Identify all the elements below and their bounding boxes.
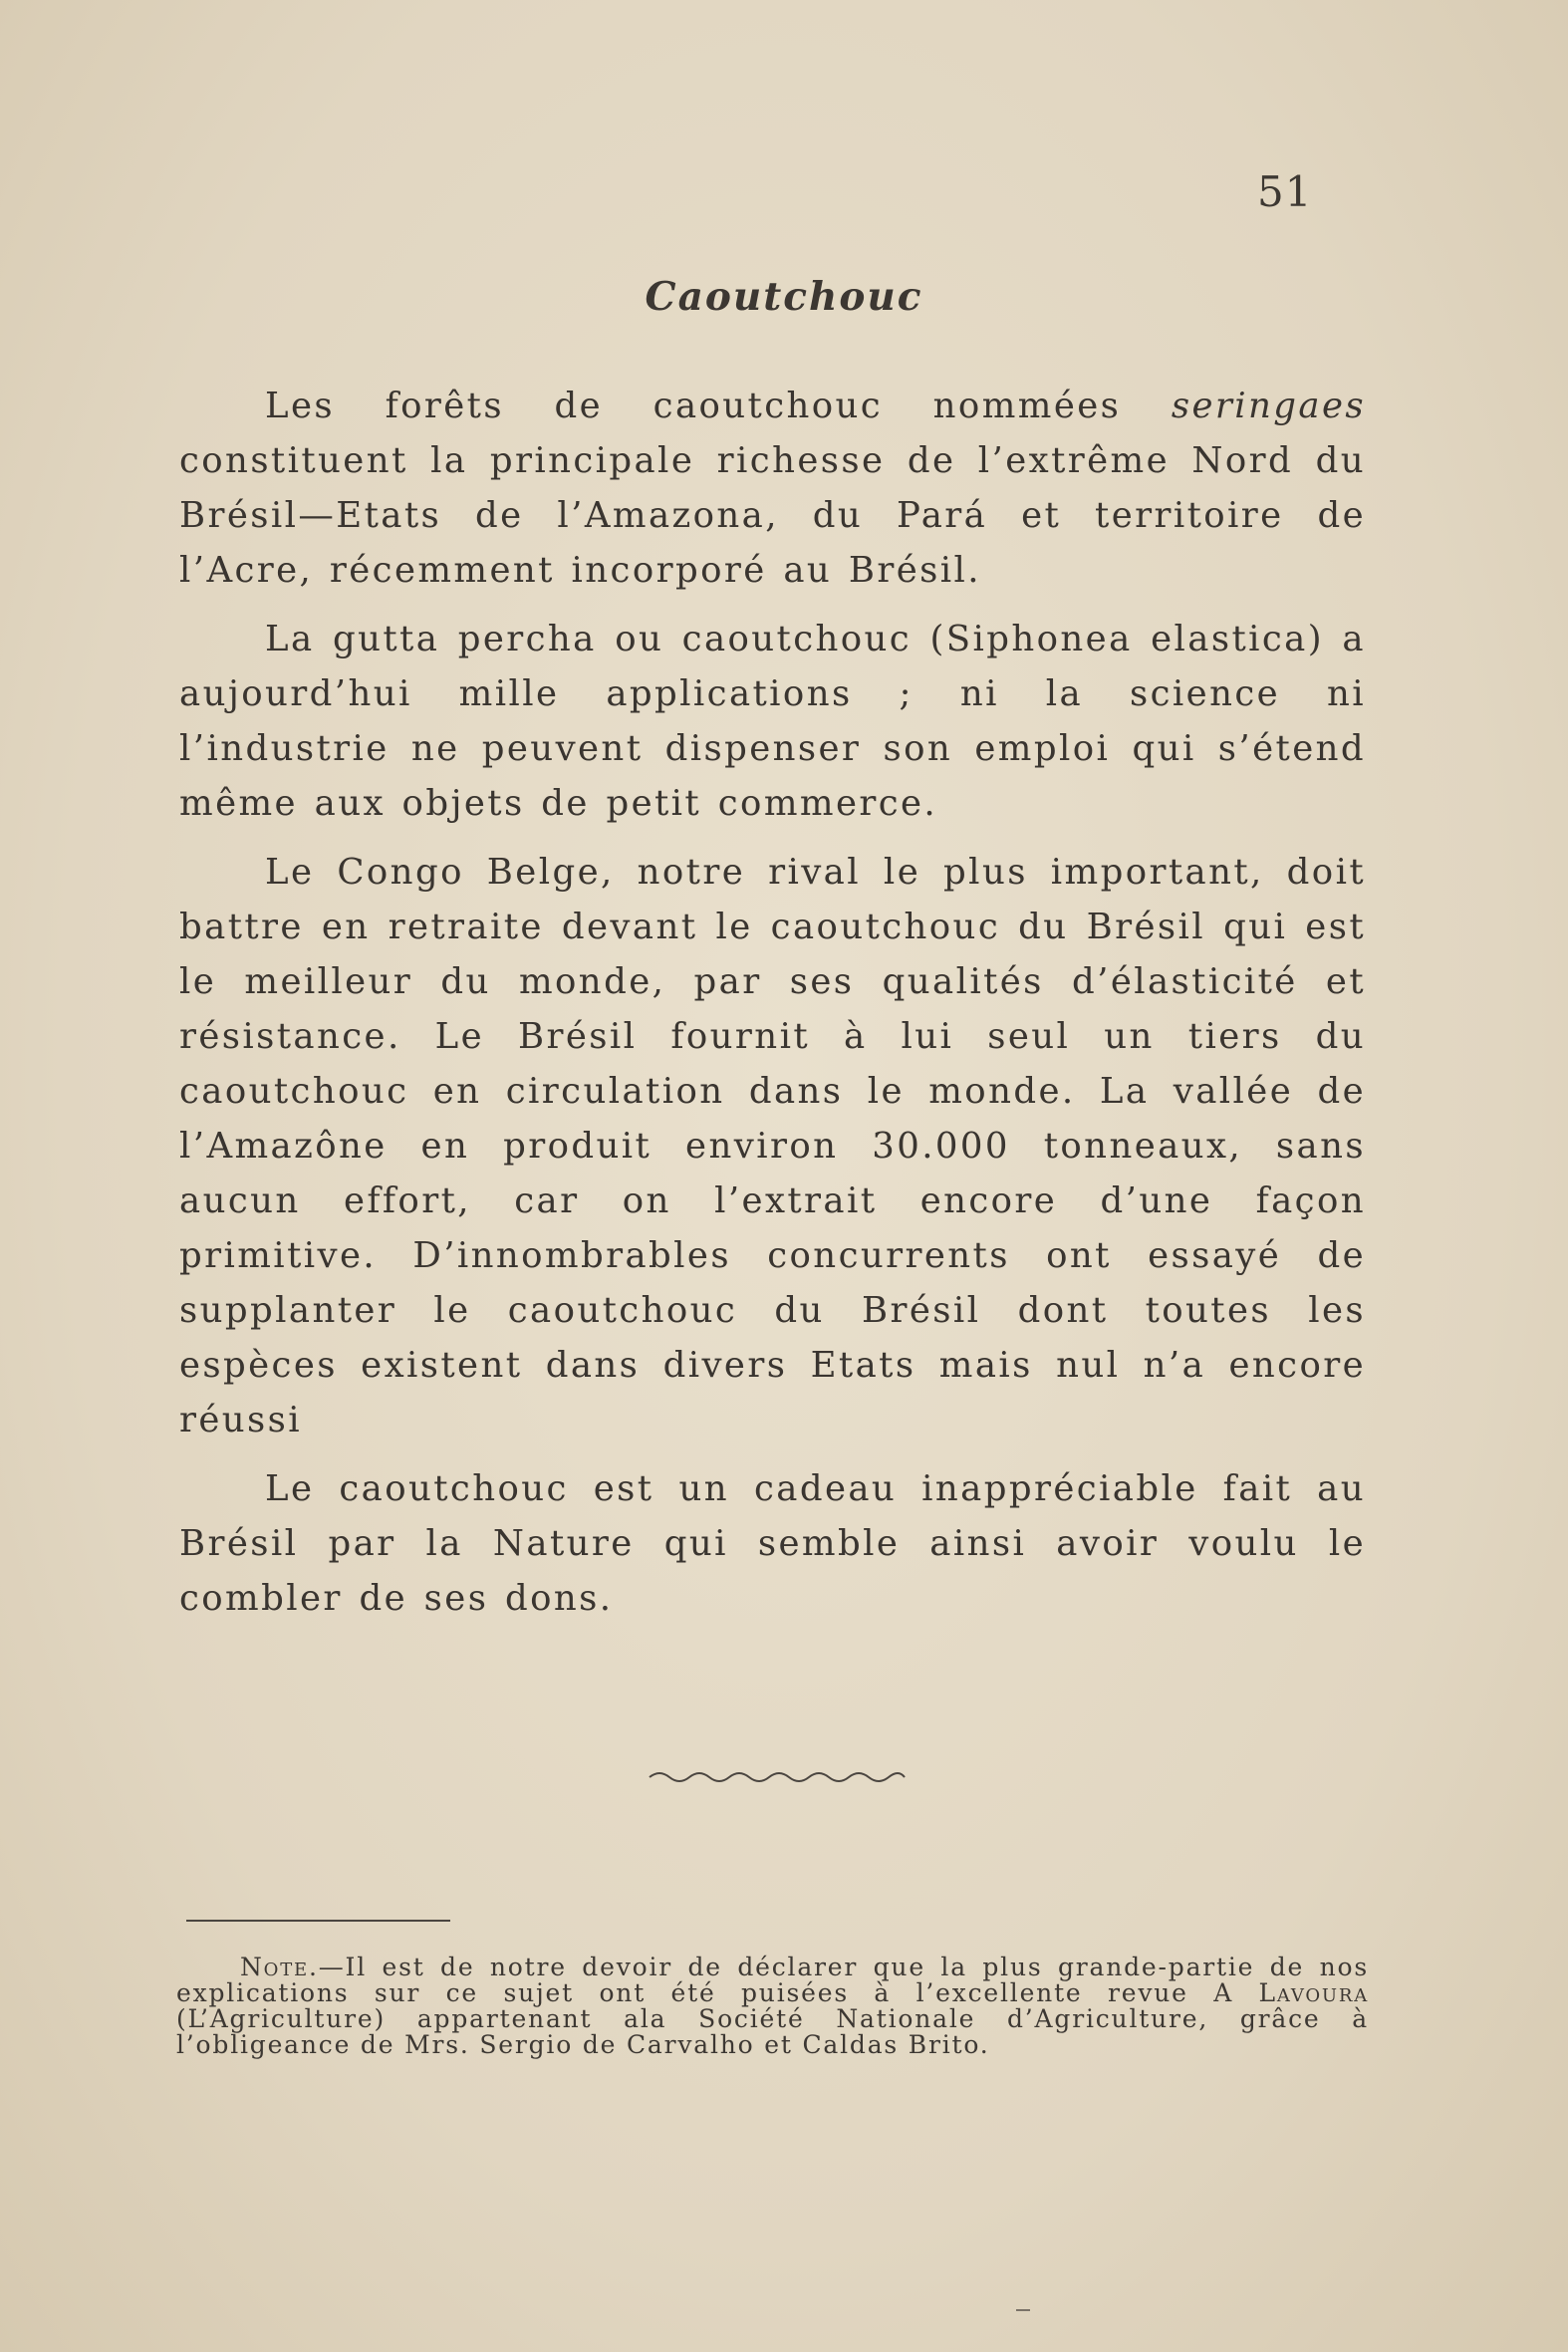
paragraph-1 bbox=[179, 379, 1366, 598]
paragraph-4: Le caoutchouc est un cadeau inappréciable fait au Brésil par la Nature qui semble ainsi avoir voulu le combler de ses dons. bbox=[179, 1468, 1366, 1619]
footnote-rule bbox=[186, 1920, 450, 1922]
paragraph-1-text-start: Les forêts de caoutchouc nommées bbox=[265, 386, 1172, 426]
footnote-label: Note. bbox=[240, 1953, 319, 1981]
section-title: Caoutchouc bbox=[645, 274, 923, 320]
ornament-divider bbox=[648, 1765, 907, 1789]
paragraph-2: La gutta percha ou caoutchouc (Siphonea elastica) a aujourd’hui mille applications ; ni la science ni l’industrie ne peuvent dispenser son emploi qui s’étend même aux objets de petit commerce. bbox=[179, 619, 1366, 824]
footnote-journal: A Lavoura bbox=[1213, 1978, 1369, 2007]
page-number: 51 bbox=[1257, 167, 1313, 216]
body-text bbox=[179, 379, 1366, 1640]
stray-mark bbox=[1016, 2309, 1030, 2311]
footnote bbox=[176, 1955, 1369, 2058]
wavy-line-ornament bbox=[650, 1773, 905, 1781]
footnote-paragraph bbox=[176, 1955, 1369, 2058]
italic-term: seringaes bbox=[1171, 386, 1366, 426]
paragraph-3: Le Congo Belge, notre rival le plus important, doit battre en retraite devant le caoutchouc du Brésil qui est le meilleur du monde, par ses qualités d’élasticité et résistance. Le Brésil fournit à lui seul un tiers du caoutchouc en circulation dans le monde. La vallée de l’Amazône en produit environ 30.000 tonneaux, sans aucun effort, car on l’extrait encore d’une façon primitive. D’innombrables concurrents ont essayé de supplanter le caoutchouc du Brésil dont toutes les espèces existent dans divers Etats mais nul n’a encore réussi bbox=[179, 852, 1366, 1440]
footnote-text-start: —Il est de notre devoir de déclarer que la plus grande-partie de nos explications sur ce sujet ont été puisées à l’excellente revue bbox=[176, 1953, 1369, 2007]
footnote-text-end: (L’Agriculture) appartenant ala Société Nationale d’Agriculture, grâce à l’obligeance de Mrs. Sergio de Carvalho et Caldas Brito. bbox=[176, 2004, 1369, 2059]
paragraph-1-text-end: constituent la principale richesse de l’extrême Nord du Brésil—Etats de l’Amazona, du Pará et territoire de l’Acre, récemment incorporé au Brésil. bbox=[179, 440, 1366, 591]
